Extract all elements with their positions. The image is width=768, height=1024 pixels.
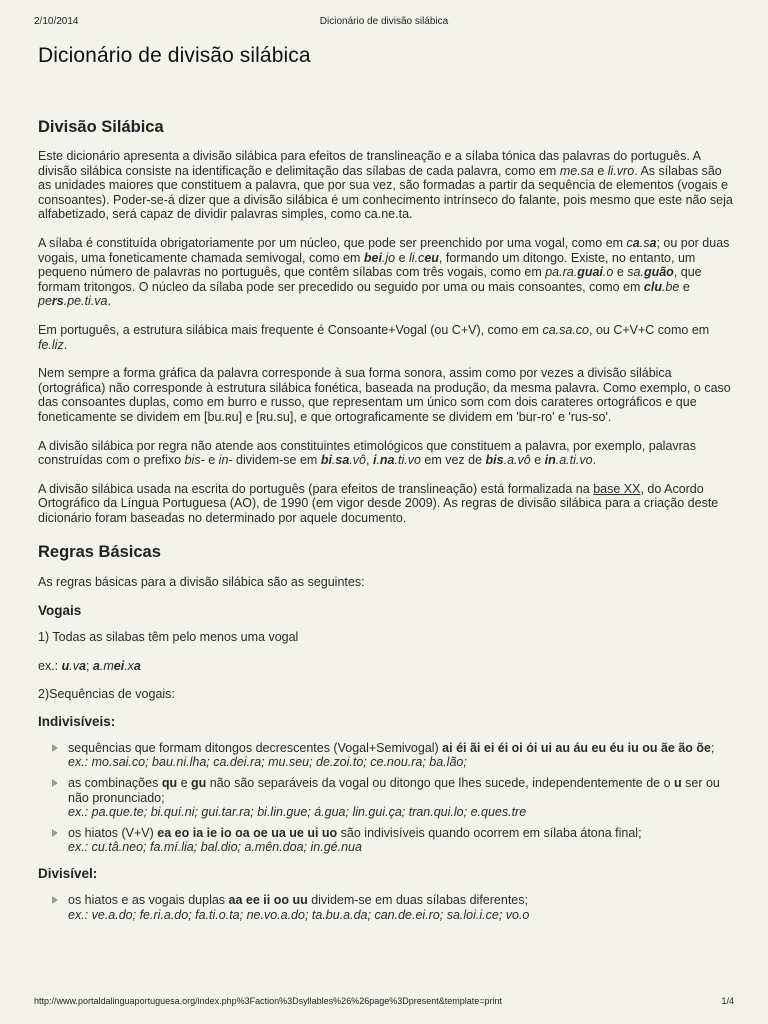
arrow-bullet-icon (52, 779, 58, 787)
page-number: 1/4 (721, 996, 734, 1006)
list-item: sequências que formam ditongos decrescentes (Vogal+Semivogal) ai éi ãi ei éi oi ói ui au áu eu éu iu ou ãe ão õe; ex.: mo.sai.co; bau.ni.lha; ca.dei.ra; mu.seu; de.zoi.to; ce.nou.ra; ba.lão; (38, 741, 734, 770)
arrow-bullet-icon (52, 829, 58, 837)
paragraph-forma-grafica: Nem sempre a forma gráfica da palavra corresponde à sua forma sonora, assim como por vezes a divisão silábica (ortográfica) não corresponde à estrutura silábica fonética, baseada na produção, da mesma palavra. Como exemplo, o caso das consoantes duplas, como em burro e russo, que representam um único som com dois carateres ortográficos e que foneticamente se dividem em [bu.ʀu] e [ʀu.su], e que ortograficamente se dividem em 'bur-ro' e 'rus-so'. (38, 366, 731, 424)
section-heading-divisao: Divisão Silábica (38, 118, 164, 136)
paragraph-estrutura: Em português, a estrutura silábica mais frequente é Consoante+Vogal (ou C+V), como em ca.sa.co, ou C+V+C como em fe.liz. (38, 322, 710, 352)
list-item: os hiatos (V+V) ea eo ia ie io oa oe ua ue ui uo são indivisíveis quando ocorrem em sílaba átona final; ex.: cu.tâ.neo; fa.mí.lia; bal.dio; a.mên.doa; in.gé.nua (38, 826, 734, 855)
page-title: Dicionário de divisão silábica (38, 44, 311, 67)
divisivel-list (38, 893, 734, 922)
paragraph-intro: Este dicionário apresenta a divisão silábica para efeitos de translineação e a sílaba tónica das palavras do português. A divisão silábica consiste na identificação e delimitação das sílabas de cada palavra, como em me.sa e li.vro. As sílabas são as unidades maiores que constituem a palavra, que por sua vez, são formadas a partir da sequência de elementos (vogais e consoantes). Poder-se-á dizer que a divisão silábica é um conhecimento intrínseco do falante, pois mesmo que este não seja alfabetizado, será capaz de dividir palavras simples, como ca.ne.ta. (38, 149, 733, 222)
arrow-bullet-icon (52, 896, 58, 904)
list-item-example: ex.: pa.que.te; bi.quí.ni; gui.tar.ra; bi.lin.gue; á.gua; lin.gui.ça; tran.qui.lo; e.ques.tre (68, 805, 527, 820)
arrow-bullet-icon (52, 744, 58, 752)
rule-1-example: ex.: u.va; a.mei.xa (38, 658, 141, 673)
paragraph-etimologia: A divisão silábica por regra não atende aos constituintes etimológicos que constituem a palavra, por exemplo, palavras construídas com o prefixo bis- e in- dividem-se em bi.sa.vô, i.na.ti.vo em vez de bis.a.vô e in.a.ti.vo. (38, 438, 697, 468)
paragraph-acordo: A divisão silábica usada na escrita do português (para efeitos de translineação) está formalizada na base XX, do Acordo Ortográfico da Língua Portuguesa (AO), de 1990 (em vigor desde 2009). As regras de divisão silábica para a criação deste dicionário foram baseadas no determinado por aquele documento. (38, 481, 719, 525)
list-item: as combinações qu e gu não são separáveis da vogal ou ditongo que lhes sucede, independentemente de o u ser ou não pronunciado; ex.: pa.que.te; bi.quí.ni; gui.tar.ra; bi.lin.gue; á.gua; lin.gui.ça; tran.qui.lo; e.ques.tre (38, 776, 734, 820)
print-footer (34, 996, 734, 1008)
list-item: os hiatos e as vogais duplas aa ee ii oo uu dividem-se em duas sílabas diferentes; ex.: ve.a.do; fe.ri.a.do; fa.ti.o.ta; ne.vo.a.do; ta.bu.a.da; can.de.ei.ro; sa.loi.i.ce; vo.o (38, 893, 734, 922)
list-item-example: ex.: mo.sai.co; bau.ni.lha; ca.dei.ra; mu.seu; de.zoi.to; ce.nou.ra; ba.lão; (68, 755, 467, 770)
rule-2: 2)Sequências de vogais: (38, 687, 175, 702)
rule-1: 1) Todas as silabas têm pelo menos uma vogal (38, 630, 299, 645)
list-item-example: ex.: ve.a.do; fe.ri.a.do; fa.ti.o.ta; ne.vo.a.do; ta.bu.a.da; can.de.ei.ro; sa.loi.i.ce; vo.o (68, 907, 530, 922)
paragraph-nucleo: A sílaba é constituída obrigatoriamente por um núcleo, que pode ser preenchido por uma vogal, como em ca.sa; ou por duas vogais, uma foneticamente chamada semivogal, como em bei.jo e li.ceu, formando um ditongo. Existe, no entanto, um pequeno número de palavras no português, que contêm sílabas com três vogais, como em pa.ra.guai.o e sa.guão, que formam tritongos. O núcleo da sílaba pode ser precedido ou seguido por uma ou mais consoantes, como em clu.be e pers.pe.ti.va. (38, 235, 730, 309)
subheading-vogais: Vogais (38, 603, 82, 619)
subheading-indivisiveis: Indivisíveis: (38, 713, 116, 729)
print-date: 2/10/2014 (34, 16, 79, 27)
section-heading-regras: Regras Básicas (38, 543, 161, 562)
page-content (38, 42, 734, 922)
subheading-divisivel: Divisível: (38, 866, 98, 881)
print-url: http://www.portaldalinguaportuguesa.org/index.php%3Faction%3Dsyllables%26%26page%3Dpresent&template=print (34, 996, 503, 1006)
base-xx-link[interactable]: base XX (593, 481, 641, 496)
list-item-example: ex.: cu.tâ.neo; fa.mí.lia; bal.dio; a.mên.doa; in.gé.nua (68, 840, 362, 855)
print-title: Dicionário de divisão silábica (319, 16, 449, 27)
paragraph-regras-intro: As regras básicas para a divisão silábica são as seguintes: (38, 575, 365, 590)
print-header (34, 16, 734, 30)
indivisiveis-list (38, 741, 734, 855)
